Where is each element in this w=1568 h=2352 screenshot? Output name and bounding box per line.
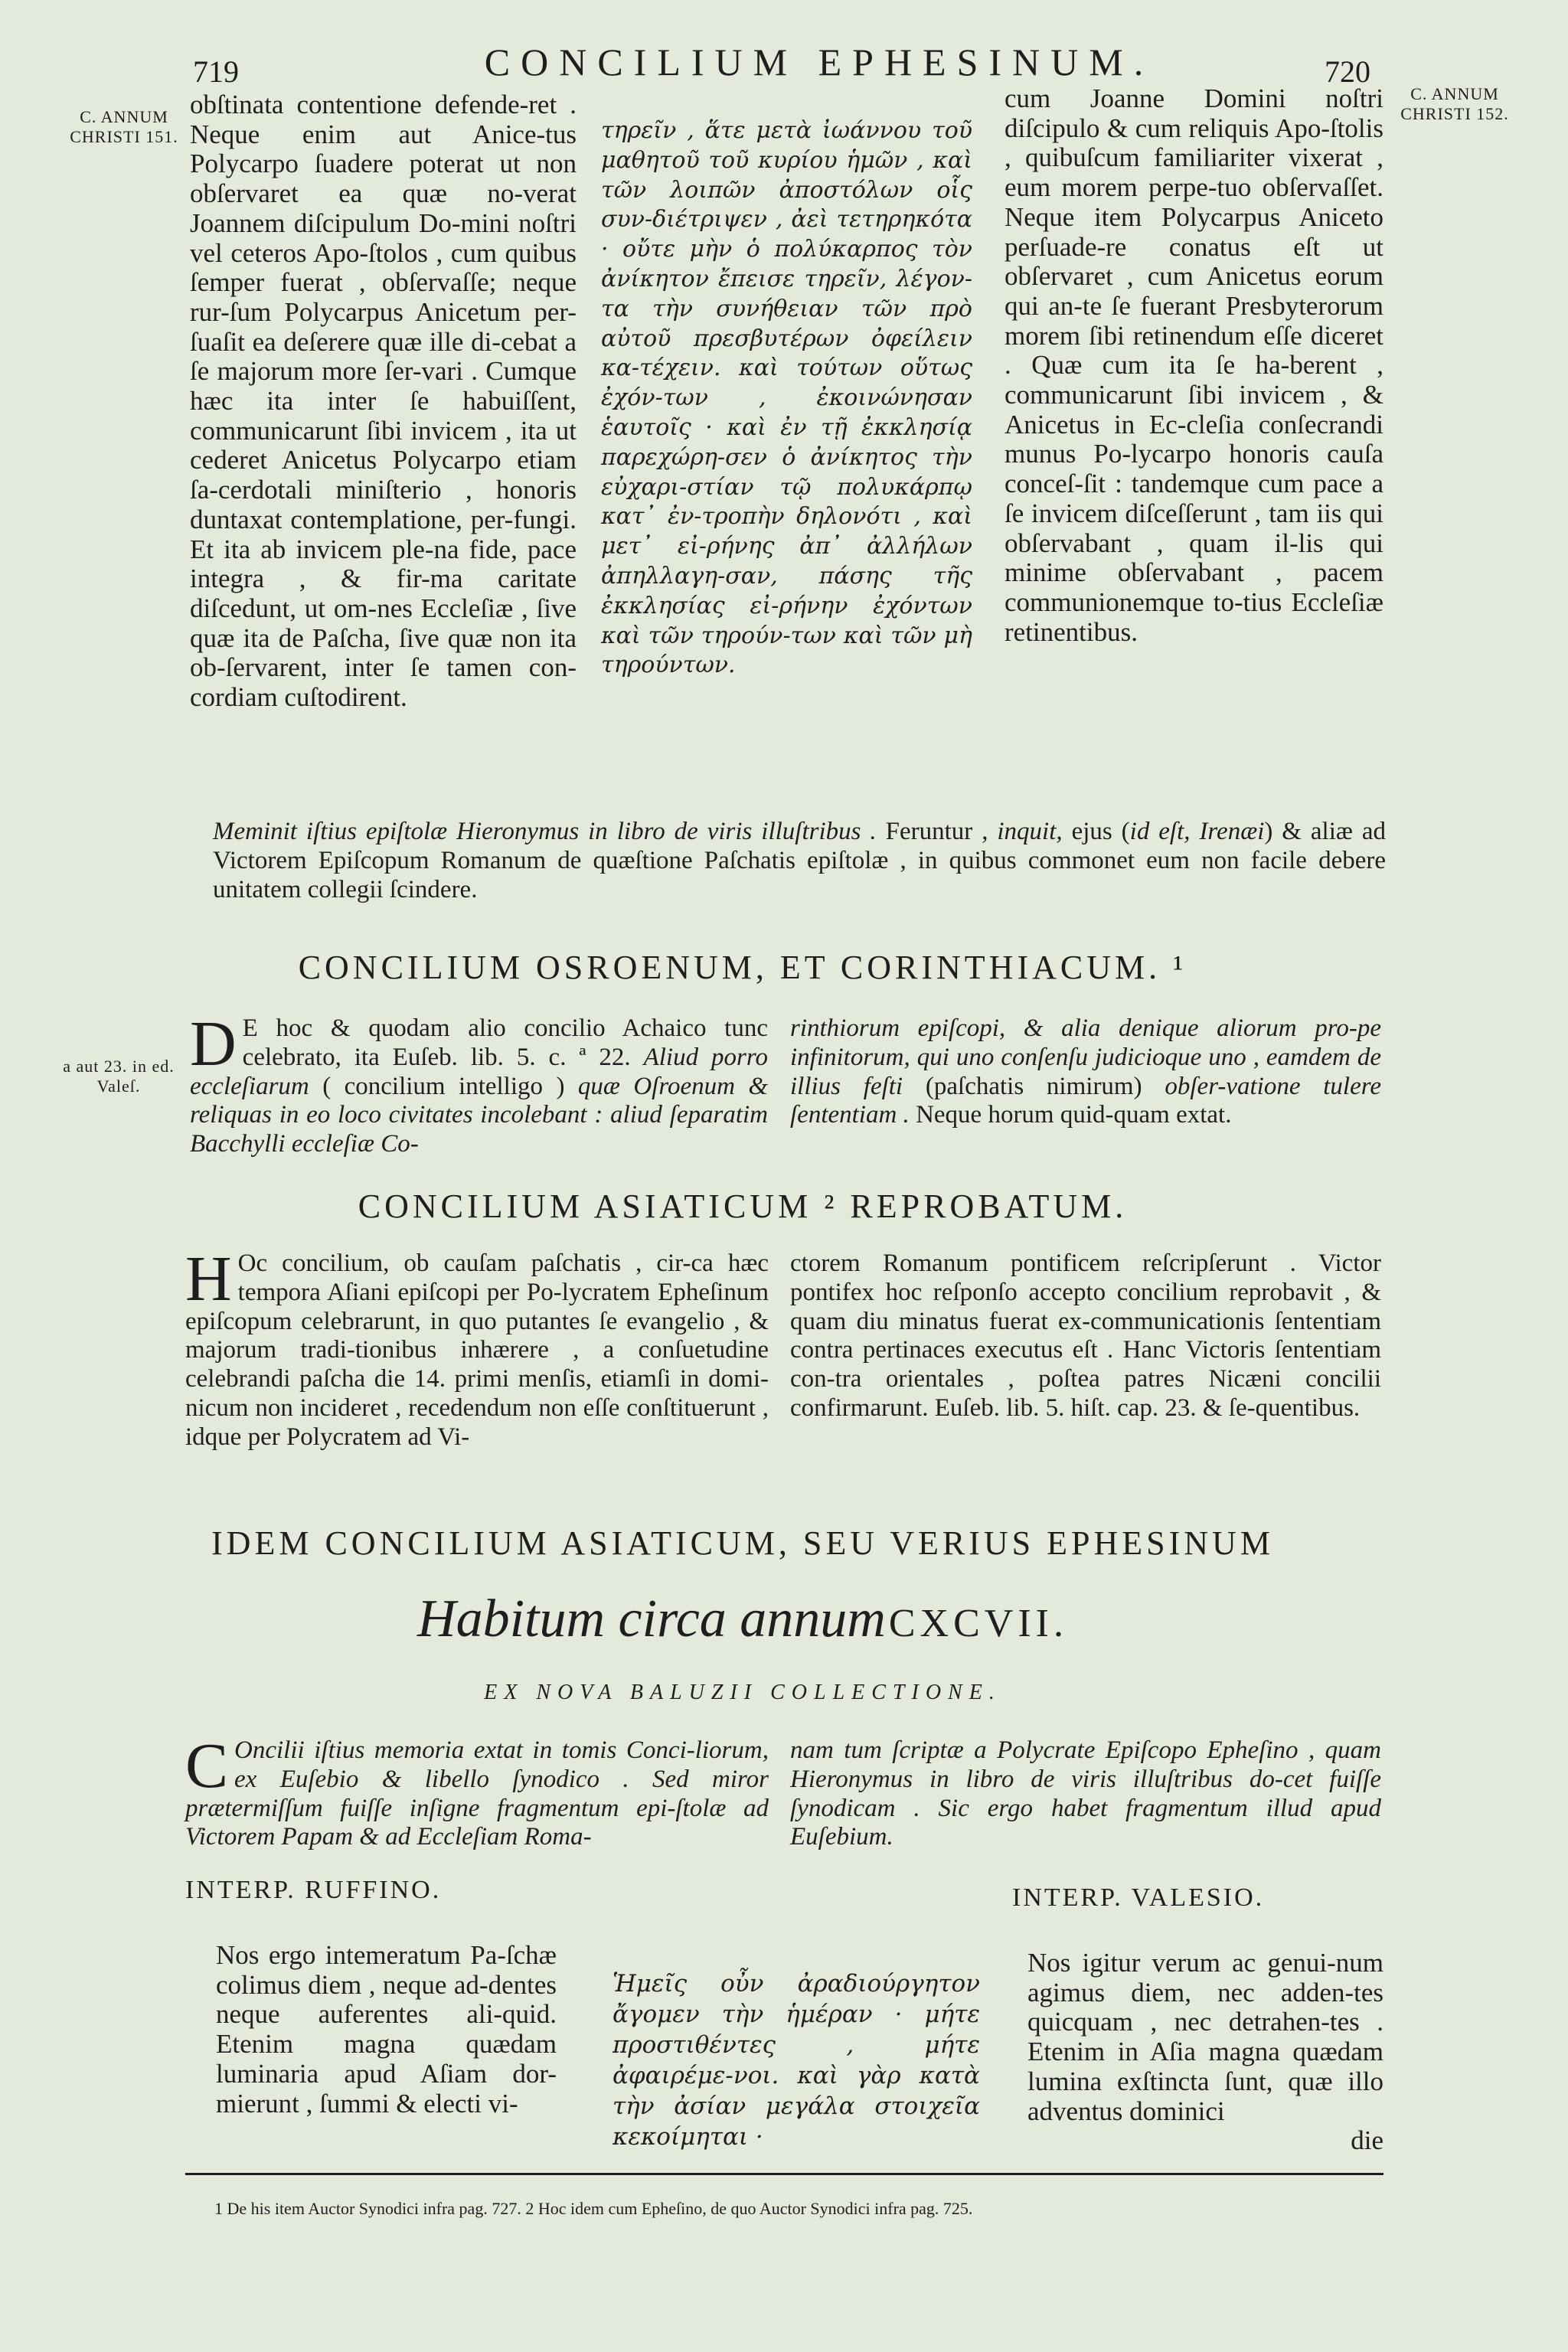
latin-text-left: obſtinata contentione defende-ret . Neque enim aut Anice-tus Polycarpo ſuadere poterat ut non obſervaret ea quæ no-verat Joannem diſcipulum Do-mini noſtri vel ceteros Apo-ſtolos , cum quibus ſemper fuerat , obſervaſſe; neque rur-ſum Polycarpus Anicetum per-ſuaſit ea deſerere quæ ille di-cebat a ſe majorum more ſer-vari . Cumque hæc ita inter ſe habuiſſent, communicarunt ſibi invicem , ita ut cederet Anicetus Polycarpo etiam ſa-cerdotali miniſterio , honoris duntaxat contemplatione, per-fungi. Et ita ab invicem ple-na fide, pace integra , & fir-ma caritate diſcedunt, ut om-nes Eccleſiæ , ſive quæ ita de Paſcha, ſive quæ non ita ob-ſervarent, inter ſe tamen con-cordiam cuſtodirent. [190,90,577,713]
section1-left-roman-2: ( concilium intelligo ) [322,1072,565,1100]
interp-left-text: Nos ergo intemeratum Pa-ſchæ colimus diem , neque ad-dentes neque auferentes ali-quid. Etenim magna quædam luminaria apud Aſiam dor-mierunt , ſummi & electi vi- [216,1940,557,2118]
subtitle-roman: CXCVII. [888,1602,1068,1645]
section1-right-italic: rinthiorum epiſcopi, & alia denique aliorum pro-pe infinitorum, qui uno conſenſu judicioque uno , eamdem de illius feſti [790,1014,1381,1100]
section-heading-osroenum: CONCILIUM OSROENUM, ET CORINTHIACUM. ¹ [298,949,1187,986]
note-italic-3: id eſt, Irenæi [1129,818,1265,845]
margin-note-variant: a aut 23. in ed. Valeſ. [63,1057,175,1096]
interp-right-text: Nos igitur verum ac genui-num agimus diem, nec adden-tes quicquam , nec detrahen-tes . Etenim in Aſia magna quædam lumina exſtincta ſunt, quæ illo adventus dominici [1027,1948,1383,2126]
interp-left-column [216,1941,557,2118]
section2-left-column [185,1243,769,1452]
section1-left-italic: Aliud porro eccleſiarum [190,1043,768,1100]
interp-valesio-heading: INTERP. VALESIO. [1012,1883,1265,1912]
interp-greek-column [612,1945,980,2176]
section1-right-roman-2: Neque horum quid-quam extat. [916,1101,1232,1129]
footnotes: 1 De his item Auctor Synodici infra pag. 727. 2 Hoc idem cum Epheſino, de quo Auctor Synodici infra pag. 725. [214,2199,973,2218]
section1-right-column [790,1014,1381,1130]
page-number-right: 720 [1325,54,1370,89]
note-italic: Meminit iſtius epiſtolæ Hieronymus in libro de viris illuſtribus . [213,818,877,845]
latin-column-right [1004,84,1383,647]
page-number-left: 719 [193,54,239,89]
subtitle-italic: Habitum circa annum [417,1589,886,1648]
source-line: EX NOVA BALUZII COLLECTIONE. [484,1681,1001,1704]
interp-ruffino-heading: INTERP. RUFFINO. [185,1876,442,1904]
section1-left-roman: E hoc & quodam alio concilio Achaico tunc celebrato, ita Euſeb. lib. 5. c. ª 22. [242,1014,768,1071]
dropcap-d: D [190,1008,237,1080]
interp-right-column [1027,1949,1383,2156]
running-title: CONCILIUM EPHESINUM. [484,41,1155,83]
note-roman-3: ) & aliæ ad Victorem Epiſcopum Romanum de quæſtione Paſchatis epiſtolæ , in quibus commonet eum non facile debere unitatem collegii ſcindere. [213,818,1386,903]
note-italic-2: inquit, [988,818,1063,845]
interp-greek-text: Ἡμεῖς οὖν ἀραδιούργητον ἄγομεν τὴν ἡμέραν · μήτε προστιθέντες , μήτε ἀφαιρέμε-νοι. καὶ γὰρ κατὰ τὴν ἀσίαν μεγάλα στοιχεῖα κεκοίμηται · [612,1970,980,2151]
section3-right-column [790,1736,1381,1852]
greek-text: τηρεῖν , ἅτε μετὰ ἰωάννου τοῦ μαθητοῦ τοῦ κυρίου ἡμῶν , καὶ τῶν λοιπῶν ἀποστόλων οἷς συν-διέτριψεν , ἀεὶ τετηρηκότα · οὔτε μὴν ὁ πολύκαρπος τὸν ἀνίκητον ἔπεισε τηρεῖν, λέγον-τα τὴν συνήθειαν τῶν πρὸ αὐτοῦ πρεσβυτέρων ὀφείλειν κα-τέχειν. καὶ τούτων οὕτως ἐχόν-των , ἐκοινώνησαν ἑαυτοῖς · καὶ ἐν τῇ ἐκκλησίᾳ παρεχώρη-σεν ὁ ἀνίκητος τὴν εὐχαρι-στίαν τῷ πολυκάρπῳ κατ᾽ ἐν-τροπὴν δηλονότι , καὶ μετ᾽ εἰ-ρήνης ἀπ᾽ ἀλλήλων ἀπηλλαγη-σαν, πάσης τῆς ἐκκλησίας εἰ-ρήνην ἐχόντων καὶ τῶν τηρούν-των καὶ τῶν μὴ τηρούντων. [601,117,972,679]
note-roman-1: Feruntur , [876,818,988,845]
section1-left-italic-2: quæ Oſroenum & reliquas in eo loco civitates incolebant : aliud ſeparatim Bacchylli eccleſiæ Co- [190,1072,769,1158]
interp-right-last: die [1351,2125,1383,2156]
section2-right-column [790,1250,1381,1423]
margin-note-right: C. ANNUM CHRISTI 152. [1400,84,1509,123]
dropcap-c: C [185,1730,229,1802]
section1-left-column [190,1008,769,1159]
section1-right-roman: (paſchatis nimirum) [925,1072,1142,1100]
latin-text-right: cum Joanne Domini noſtri diſcipulo & cum reliquis Apo-ſtolis , quibuſcum familiariter vixerat , eum morem perpe-tuo obſervaſſet. Neque item Polycarpus Aniceto perſuade-re conatus eſt ut obſervaret , cum Anicetus eorum qui an-te ſe fuerant Presbyterorum morem ſibi retinendum eſſe diceret . Quæ cum ita ſe ha-berent , communicarunt ſibi invicem , & Anicetus in Ec-cleſia conſecrandi munus Po-lycarpo honoris cauſa conceſ-ſit : tandemque cum pace a ſe invicem diſceſſerunt , tam iis qui obſervabant , quam il-lis qui minime obſervabant , pacem communionemque to-tius Eccleſiæ retinentibus. [1004,83,1383,647]
margin-note-left: C. ANNUM CHRISTI 151. [70,107,178,146]
section3-left-text: Oncilii iſtius memoria extat in tomis Conci-liorum, ex Euſebio & libello ſynodico . Sed miror prætermiſſum fuiſſe inſigne fragmentum epi-ſtolæ ad Victorem Papam & ad Eccleſiam Roma- [185,1736,769,1851]
section1-right-italic-2: obſer-vatione tulere ſententiam . [790,1072,1382,1129]
footnote-rule [185,2173,1383,2175]
section3-right-text: nam tum ſcriptæ a Polycrate Epiſcopo Epheſino , quam Hieronymus in libro de viris illuſtribus do-cet fuiſſe ſynodicam . Sic ergo habet fragmentum illud apud Euſebium. [790,1736,1381,1851]
dropcap-h: H [185,1243,232,1315]
section2-left-text: Oc concilium, ob cauſam paſchatis , cir-ca hæc tempora Aſiani epiſcopi per Po-lycratem Epheſinum epiſcopum celebrarunt, in quo putantes ſe evangelio , & majorum tradi-tionibus inhærere , a conſuetudine celebrandi paſcha die 14. primi menſis, etiamſi in domi-nicum non incideret , recedendum non eſſe conſtituerunt , idque per Polycratem ad Vi- [185,1250,769,1451]
note-roman-2: ejus ( [1062,818,1130,845]
section2-right-text: ctorem Romanum pontificem reſcripſerunt . Victor pontifex hoc reſponſo accepto concilium reprobavit , & quam diu minatus fuerat ex-communicationis ſententiam contra pertinaces executus eſt . Hanc Victoris ſententiam con-tra orientales , poſtea patres Nicæni concilii confirmarunt. Euſeb. lib. 5. hiſt. cap. 23. & ſe-quentibus. [790,1250,1381,1422]
section-subtitle [92,1589,1393,1650]
section3-left-column [185,1730,769,1852]
section-heading-ephesinum: IDEM CONCILIUM ASIATICUM, SEU VERIUS EPHESINUM [211,1524,1274,1562]
latin-column-left [190,90,577,713]
note-paragraph [213,818,1386,904]
section-heading-asiaticum: CONCILIUM ASIATICUM ² REPROBATUM. [358,1187,1128,1225]
greek-column [601,93,972,704]
